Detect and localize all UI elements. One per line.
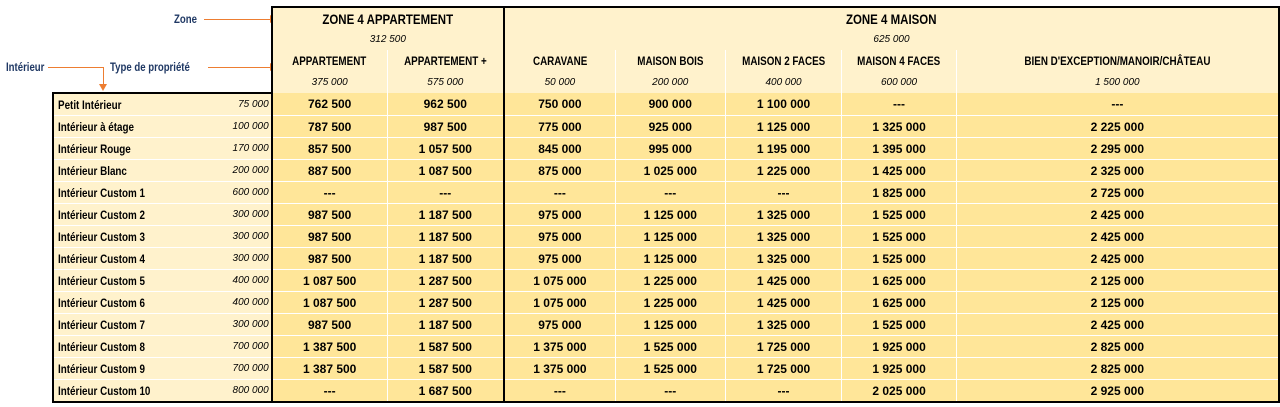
price-cell: 1 325 000: [725, 248, 842, 270]
interior-name: Intérieur Custom 8: [53, 336, 227, 358]
price-cell: 775 000: [504, 116, 615, 138]
price-cell: 2 825 000: [956, 336, 1279, 358]
price-cell: 1 087 500: [272, 270, 387, 292]
table-row: [53, 116, 1279, 138]
price-cell: ---: [615, 182, 725, 204]
price-cell: 1 387 500: [272, 336, 387, 358]
price-cell: 1 287 500: [387, 270, 504, 292]
price-cell: ---: [615, 380, 725, 403]
price-cell: 962 500: [387, 93, 504, 116]
price-cell: 1 525 000: [842, 204, 956, 226]
price-cell: 1 725 000: [725, 336, 842, 358]
price-cell: 762 500: [272, 93, 387, 116]
price-cell: 987 500: [272, 248, 387, 270]
price-cell: 2 425 000: [956, 204, 1279, 226]
zone-price-row: [53, 29, 1279, 50]
interior-name: Intérieur Custom 10: [53, 380, 227, 403]
price-cell: 1 057 500: [387, 138, 504, 160]
price-cell: 1 100 000: [725, 93, 842, 116]
price-cell: ---: [842, 93, 956, 116]
price-cell: ---: [956, 93, 1279, 116]
price-cell: 925 000: [615, 116, 725, 138]
table-row: [53, 138, 1279, 160]
price-cell: ---: [387, 182, 504, 204]
price-cell: 1 387 500: [272, 358, 387, 380]
property-type-row: [53, 50, 1279, 71]
price-cell: 987 500: [272, 226, 387, 248]
interior-name: Petit Intérieur: [53, 93, 227, 116]
type-maison-bois: MAISON BOIS: [615, 50, 725, 71]
price-cell: 975 000: [504, 314, 615, 336]
price-cell: 875 000: [504, 160, 615, 182]
price-cell: 2 425 000: [956, 314, 1279, 336]
interior-name: Intérieur Custom 6: [53, 292, 227, 314]
price-cell: 2 325 000: [956, 160, 1279, 182]
price-cell: 857 500: [272, 138, 387, 160]
price-cell: 2 125 000: [956, 270, 1279, 292]
type-price: 375 000: [272, 71, 387, 93]
table-row: [53, 380, 1279, 403]
price-cell: 1 525 000: [615, 336, 725, 358]
table-row: [53, 270, 1279, 292]
table-row: [53, 204, 1279, 226]
price-cell: 1 375 000: [504, 358, 615, 380]
interior-base-price: 300 000: [227, 314, 271, 336]
price-cell: 2 725 000: [956, 182, 1279, 204]
interior-name: Intérieur Custom 1: [53, 182, 227, 204]
table-row: [53, 160, 1279, 182]
price-cell: 2 825 000: [956, 358, 1279, 380]
price-cell: 887 500: [272, 160, 387, 182]
price-cell: ---: [272, 380, 387, 403]
price-cell: 1 587 500: [387, 336, 504, 358]
zone-maison-price: 625 000: [504, 29, 1279, 50]
price-cell: ---: [725, 182, 842, 204]
price-cell: ---: [504, 182, 615, 204]
price-cell: 1 425 000: [842, 160, 956, 182]
interior-base-price: 400 000: [227, 270, 271, 292]
price-cell: 1 087 500: [387, 160, 504, 182]
interior-name: Intérieur Custom 4: [53, 248, 227, 270]
price-cell: 2 225 000: [956, 116, 1279, 138]
interior-base-price: 300 000: [227, 248, 271, 270]
type-price: 400 000: [725, 71, 842, 93]
price-cell: 1 625 000: [842, 292, 956, 314]
interior-name: Intérieur à étage: [53, 116, 227, 138]
table-row: [53, 93, 1279, 116]
interior-name: Intérieur Custom 3: [53, 226, 227, 248]
price-cell: 1 525 000: [615, 358, 725, 380]
price-cell: 1 395 000: [842, 138, 956, 160]
price-cell: 1 425 000: [725, 270, 842, 292]
price-cell: 1 325 000: [725, 314, 842, 336]
interior-base-price: 100 000: [227, 116, 271, 138]
type-appartement-plus: APPARTEMENT +: [387, 50, 504, 71]
price-cell: 1 287 500: [387, 292, 504, 314]
interior-name: Intérieur Custom 9: [53, 358, 227, 380]
type-appartement: APPARTEMENT: [272, 50, 387, 71]
table-row: [53, 226, 1279, 248]
interior-base-price: 200 000: [227, 160, 271, 182]
price-cell: ---: [725, 380, 842, 403]
price-cell: 1 525 000: [842, 314, 956, 336]
price-cell: 975 000: [504, 226, 615, 248]
table-row: [53, 314, 1279, 336]
price-cell: 845 000: [504, 138, 615, 160]
price-cell: 2 425 000: [956, 248, 1279, 270]
price-cell: 1 325 000: [725, 204, 842, 226]
price-cell: 1 687 500: [387, 380, 504, 403]
price-cell: 1 325 000: [842, 116, 956, 138]
type-maison-2-faces: MAISON 2 FACES: [725, 50, 842, 71]
price-cell: 1 087 500: [272, 292, 387, 314]
price-cell: 1 187 500: [387, 204, 504, 226]
price-cell: 1 125 000: [725, 116, 842, 138]
interior-base-price: 170 000: [227, 138, 271, 160]
price-cell: 1 225 000: [615, 270, 725, 292]
property-type-label: Type de propriété: [110, 60, 190, 74]
price-cell: 1 625 000: [842, 270, 956, 292]
table-row: [53, 292, 1279, 314]
price-cell: ---: [504, 380, 615, 403]
price-cell: 787 500: [272, 116, 387, 138]
price-cell: 1 125 000: [615, 204, 725, 226]
price-cell: 1 225 000: [725, 160, 842, 182]
price-cell: 1 587 500: [387, 358, 504, 380]
table-row: [53, 336, 1279, 358]
interior-name: Intérieur Rouge: [53, 138, 227, 160]
price-cell: ---: [272, 182, 387, 204]
interior-label: Intérieur: [6, 60, 45, 74]
interior-base-price: 300 000: [227, 226, 271, 248]
price-cell: 987 500: [272, 314, 387, 336]
zone-maison-title: ZONE 4 MAISON: [504, 7, 1279, 29]
price-cell: 1 925 000: [842, 358, 956, 380]
type-price: 200 000: [615, 71, 725, 93]
type-price: 600 000: [842, 71, 956, 93]
price-cell: 2 925 000: [956, 380, 1279, 403]
zone-label: Zone: [174, 12, 197, 26]
price-table: [52, 6, 1280, 403]
price-cell: 1 125 000: [615, 226, 725, 248]
price-cell: 2 025 000: [842, 380, 956, 403]
table-row: [53, 248, 1279, 270]
type-price: 50 000: [504, 71, 615, 93]
price-cell: 987 500: [272, 204, 387, 226]
price-cell: 1 025 000: [615, 160, 725, 182]
price-cell: 1 187 500: [387, 226, 504, 248]
price-cell: 2 425 000: [956, 226, 1279, 248]
interior-base-price: 700 000: [227, 336, 271, 358]
price-cell: 1 825 000: [842, 182, 956, 204]
price-cell: 900 000: [615, 93, 725, 116]
price-cell: 1 187 500: [387, 248, 504, 270]
type-caravane: CARAVANE: [504, 50, 615, 71]
table-row: [53, 182, 1279, 204]
price-cell: 1 075 000: [504, 292, 615, 314]
price-cell: 975 000: [504, 204, 615, 226]
interior-base-price: 600 000: [227, 182, 271, 204]
type-bien-exception: BIEN D'EXCEPTION/MANOIR/CHÂTEAU: [956, 50, 1279, 71]
interior-base-price: 300 000: [227, 204, 271, 226]
price-cell: 1 075 000: [504, 270, 615, 292]
price-cell: 1 225 000: [615, 292, 725, 314]
interior-base-price: 400 000: [227, 292, 271, 314]
type-price: 1 500 000: [956, 71, 1279, 93]
zone-header-row: [53, 7, 1279, 29]
interior-name: Intérieur Custom 7: [53, 314, 227, 336]
interior-name: Intérieur Blanc: [53, 160, 227, 182]
property-type-price-row: [53, 71, 1279, 93]
zone-appartement-title: ZONE 4 APPARTEMENT: [272, 7, 504, 29]
price-cell: 987 500: [387, 116, 504, 138]
price-cell: 1 925 000: [842, 336, 956, 358]
price-cell: 1 375 000: [504, 336, 615, 358]
interior-name: Intérieur Custom 5: [53, 270, 227, 292]
price-cell: 975 000: [504, 248, 615, 270]
price-cell: 1 325 000: [725, 226, 842, 248]
type-price: 575 000: [387, 71, 504, 93]
price-cell: 2 125 000: [956, 292, 1279, 314]
price-cell: 2 295 000: [956, 138, 1279, 160]
price-cell: 1 187 500: [387, 314, 504, 336]
price-cell: 1 425 000: [725, 292, 842, 314]
price-cell: 1 525 000: [842, 248, 956, 270]
table-row: [53, 358, 1279, 380]
price-cell: 1 525 000: [842, 226, 956, 248]
interior-base-price: 75 000: [227, 93, 271, 116]
price-cell: 995 000: [615, 138, 725, 160]
price-cell: 1 125 000: [615, 314, 725, 336]
interior-base-price: 700 000: [227, 358, 271, 380]
zone-appartement-price: 312 500: [272, 29, 504, 50]
type-maison-4-faces: MAISON 4 FACES: [842, 50, 956, 71]
interior-base-price: 800 000: [227, 380, 271, 403]
price-cell: 1 725 000: [725, 358, 842, 380]
price-cell: 750 000: [504, 93, 615, 116]
interior-name: Intérieur Custom 2: [53, 204, 227, 226]
price-cell: 1 195 000: [725, 138, 842, 160]
price-cell: 1 125 000: [615, 248, 725, 270]
